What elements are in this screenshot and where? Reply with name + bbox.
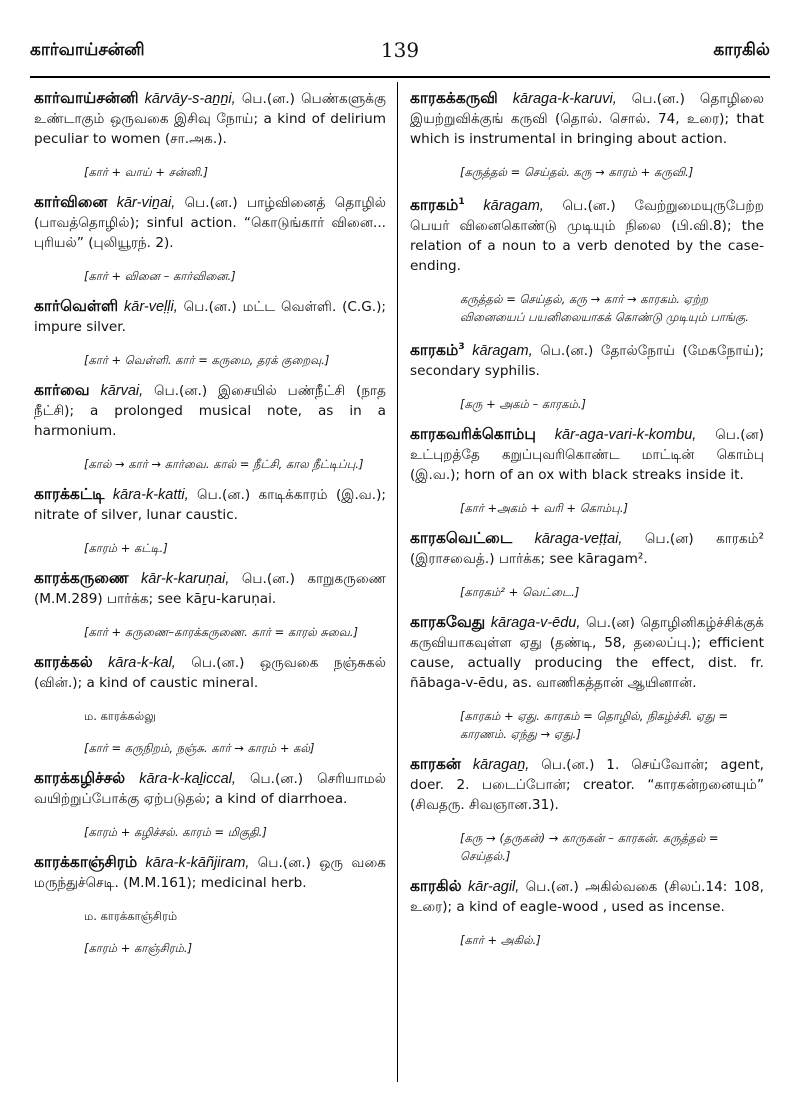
transliteration: kār-agil,	[468, 879, 520, 896]
dictionary-entry	[34, 652, 386, 768]
headword-text: கார்வாய்சன்னி	[34, 89, 139, 107]
headword	[410, 341, 465, 359]
spacer	[34, 441, 386, 455]
dictionary-entry	[34, 192, 386, 296]
headword	[34, 853, 137, 871]
transliteration: kāragam,	[472, 343, 533, 360]
entry-text	[34, 192, 386, 253]
spacer	[410, 181, 764, 192]
spacer	[34, 693, 386, 707]
etymology: [கார் + கருணை–காரக்கருணை. கார் = காரல் சுவை.]	[84, 625, 358, 639]
transliteration: kāraga-v-ēdu,	[490, 615, 581, 632]
column-divider	[397, 82, 398, 1082]
etymology: [கரு + அகம் – காரகம்.]	[460, 397, 586, 412]
headword-text: காரக்கழிச்சல்	[34, 769, 126, 787]
spacer	[34, 893, 386, 907]
headword	[410, 755, 461, 773]
etymology: [கால் → கார் → கார்வை. கால் = நீட்சி, கால நீட்டிப்பு.]	[84, 457, 364, 471]
transliteration: kārvāy-s-aṉṉi,	[144, 91, 236, 107]
spacer	[34, 369, 386, 380]
headword	[410, 89, 498, 107]
transliteration: kāragam,	[483, 198, 544, 215]
spacer	[34, 957, 386, 968]
etymology: [கருத்தல் = செய்தல். கரு → காரம் + கருவி.]	[460, 165, 694, 179]
headword	[410, 529, 512, 547]
entry-text	[34, 296, 386, 337]
spacer	[34, 181, 386, 192]
entry-text	[410, 88, 764, 149]
left-column	[34, 88, 386, 968]
transliteration: kāraga-veṭṭai,	[534, 531, 623, 548]
entry-text	[34, 380, 386, 441]
headword-text: காரக்கட்டி	[34, 485, 105, 503]
headword	[410, 877, 462, 895]
headword	[34, 89, 139, 107]
transliteration: kāra-k-kaḻiccal,	[139, 771, 236, 787]
etymology: [கார் + அகில்.]	[460, 933, 541, 948]
dictionary-entry	[410, 528, 764, 612]
definition: பெ.(ன.) ஒருவகை நஞ்சுகல் (வின்.); a kind of caustic mineral.	[34, 655, 386, 691]
headword	[34, 297, 118, 315]
headword-text: கார்வை	[34, 381, 90, 399]
dictionary-entry	[34, 88, 386, 192]
etymology: [காரம் + கழிச்சல். காரம் = மிகுதி.]	[84, 825, 267, 839]
spacer	[34, 757, 386, 768]
spacer	[34, 557, 386, 568]
dictionary-entry	[34, 852, 386, 968]
entry-text	[410, 192, 764, 276]
dictionary-entry	[410, 424, 764, 528]
entry-text	[34, 568, 386, 609]
headword-text: காரகவெட்டை	[410, 529, 513, 548]
transliteration: kāra-k-kal,	[108, 655, 176, 671]
headword	[34, 653, 93, 671]
headword	[34, 381, 90, 399]
homonym-number: 3	[458, 342, 465, 353]
headword	[34, 569, 129, 587]
spacer	[34, 925, 386, 939]
dictionary-entry	[410, 192, 764, 337]
transliteration: kāra-k-kāñjiram,	[145, 855, 250, 871]
dictionary-entry	[34, 484, 386, 568]
spacer	[410, 815, 764, 829]
spacer	[410, 917, 764, 931]
definition: பெ.(ன.) தோல்நோய் (மேகநோய்); secondary syphilis.	[410, 343, 764, 380]
entry-text	[410, 337, 764, 381]
headword	[410, 425, 536, 443]
headword	[34, 769, 125, 787]
spacer	[410, 149, 764, 163]
headword	[34, 193, 107, 211]
headword	[410, 196, 465, 214]
entry-text	[34, 484, 386, 525]
definition: பெ.(ன.) ஒரு வகை மருந்துச்செடி. (M.M.161); medicinal herb.	[34, 855, 387, 891]
spacer	[34, 809, 386, 823]
spacer	[410, 601, 764, 612]
headword-text: காரகம்	[410, 341, 459, 360]
spacer	[410, 413, 764, 424]
headword	[34, 485, 105, 503]
dictionary-entry	[410, 876, 764, 960]
page-number: 139	[380, 38, 420, 62]
definition: பெ.(ன) காரகம்² (இராசவைத்.) பார்க்க; see kāragam².	[410, 531, 765, 568]
spacer	[410, 517, 764, 528]
headword-text: காரகக்கருவி	[410, 89, 498, 107]
etymology: கருத்தல் = செய்தல், கரு → கார் → காரகம். ஏற்ற வினையைப் பயனிலையாகக் கொண்டு முடியும் பாங்கு.	[460, 292, 749, 325]
etymology: [காரம் + காஞ்சிரம்.]	[84, 941, 193, 955]
headword-text: காரகவரிக்கொம்பு	[410, 425, 536, 444]
headword-text: காரகன்	[410, 755, 461, 774]
transliteration: kār-k-karuṇai,	[141, 571, 230, 587]
dictionary-entry	[410, 88, 764, 192]
entry-text	[34, 852, 386, 893]
entry-text	[34, 768, 386, 809]
spacer	[410, 381, 764, 395]
dictionary-entry	[410, 337, 764, 424]
spacer	[34, 525, 386, 539]
headword-text: காரக்கருணை	[34, 569, 129, 587]
entry-text	[410, 754, 764, 815]
headword-text: கார்வினை	[34, 193, 108, 211]
spacer	[410, 276, 764, 290]
definition: பெ.(ன.) வேற்றுமையுருபேற்ற பெயர் வினைகொண்டு முடியும் நிலை (பி.வி.8); the relation of a noun to a verb denoted by the case-ending.	[410, 198, 764, 275]
cognate: ம. காரக்காஞ்சிரம்	[84, 909, 178, 923]
etymology: [கரு → (தருகன்) → காருகன் – காரகன். கருத்தல் = செய்தல்.]	[460, 831, 719, 864]
headword-text: கார்வெள்ளி	[34, 297, 119, 315]
transliteration: kār-veḷḷi,	[124, 299, 178, 315]
right-column	[410, 88, 764, 960]
entry-text	[34, 88, 386, 149]
spacer	[34, 149, 386, 163]
dictionary-entry	[34, 296, 386, 380]
spacer	[34, 641, 386, 652]
transliteration: kāragaṉ,	[472, 757, 530, 774]
entry-text	[410, 876, 764, 917]
definition: பெ.(ன.) அகில்வகை (சிலப்.14: 108, உரை); a kind of eagle-wood , used as incense.	[410, 879, 764, 916]
etymology: [கார் + வெள்ளி. கார் = கருமை, தரக் குறைவு.]	[84, 353, 330, 367]
spacer	[410, 949, 764, 960]
etymology: [காரகம்² + வெட்டை.]	[460, 585, 580, 600]
entry-text	[410, 424, 764, 485]
entry-text	[410, 528, 764, 569]
headword-text: காரக்கல்	[34, 653, 93, 671]
transliteration: kār-aga-vari-k-kombu,	[554, 427, 697, 444]
cognate: ம. காரக்கல்லு	[84, 709, 156, 723]
headword-text: காரகவேது	[410, 613, 486, 632]
header-rule	[30, 76, 770, 78]
definition: பெ.(ன.) 1. செய்வோன்; agent, doer. 2. படைப்போன்; creator. “காரகன்றனையும்” (சிவதரு. சிவஞான.31).	[410, 757, 764, 814]
spacer	[34, 285, 386, 296]
spacer	[34, 609, 386, 623]
definition: பெ.(ன.) காடிக்காரம் (இ.வ.); nitrate of silver, lunar caustic.	[34, 487, 387, 523]
transliteration: kāraga-k-karuvi,	[512, 91, 617, 107]
dictionary-entry	[410, 754, 764, 876]
spacer	[34, 841, 386, 852]
definition: பெ.(ன.) காறுகருணை (M.M.289) பார்க்க; see kāṟu-karuṇai.	[34, 571, 386, 607]
definition: பெ.(ன.) இசையில் பண்நீட்சி (நாத நீட்சி); a prolonged musical note, as in a harmonium.	[34, 383, 386, 439]
etymology: [காரம் + கட்டி.]	[84, 541, 168, 555]
definition: பெ.(ன) உட்புறத்தே கறுப்புவரிகொண்ட மாட்டின் கொம்பு (இ.வ.); horn of an ox with black streaks inside it.	[410, 427, 764, 484]
entry-text	[34, 652, 386, 693]
headword-text: காரக்காஞ்சிரம்	[34, 853, 138, 871]
definition: பெ.(ன) தொழினிகழ்ச்சிக்குக் கருவியாகவுள்ள ஏது (தண்டி, 58, தலைப்பு.); efficient cause, actually producing the effect, dist. fr. ñābaga-v-ēdu, as. வாணிகத்தான் ஆயினான்.	[410, 615, 764, 692]
definition: பெ.(ன.) தொழிலை இயற்றுவிக்குங் கருவி (தொல். சொல். 74, உரை); that which is instrumental in bringing about action.	[410, 91, 764, 147]
spacer	[34, 337, 386, 351]
dictionary-entry	[34, 568, 386, 652]
definition: பெ.(ன.) மட்ட வெள்ளி. (C.G.); impure silver.	[34, 299, 386, 335]
spacer	[34, 253, 386, 267]
etymology: [கார் + வினை – கார்வினை.]	[84, 269, 236, 283]
headword	[410, 613, 485, 631]
etymology: [கார் = கருநிறம், நஞ்சு. கார் → காரம் + கல்]	[84, 741, 315, 755]
page-header	[30, 40, 770, 70]
spacer	[410, 326, 764, 337]
definition: பெ.(ன.) பெண்களுக்கு உண்டாகும் ஒருவகை இசிவு நோய்; a kind of delirium peculiar to women (சா.அக.).	[34, 91, 386, 147]
etymology: [கார் + வாய் + சன்னி.]	[84, 165, 209, 179]
homonym-number: 1	[458, 197, 465, 207]
definition: பெ.(ன.) செரியாமல் வயிற்றுப்போக்கு ஏற்படுதல்; a kind of diarrhoea.	[34, 771, 387, 807]
etymology: [காரகம் + ஏது. காரகம் = தொழில், நிகழ்ச்சி. ஏது = காரணம். ஏந்து → ஏது.]	[460, 709, 729, 742]
spacer	[410, 743, 764, 754]
dictionary-entry	[34, 380, 386, 484]
left-guide-word: கார்வாய்சன்னி	[30, 40, 145, 60]
spacer	[34, 725, 386, 739]
definition: பெ.(ன.) பாழ்வினைத் தொழில் (பாவத்தொழில்); sinful action. “கொடுங்கார் வினை... புரியல்” (புலியூரந். 2).	[34, 195, 386, 251]
transliteration: kārvai,	[100, 383, 144, 399]
spacer	[34, 473, 386, 484]
dictionary-entry	[410, 612, 764, 754]
dictionary-entry	[34, 768, 386, 852]
spacer	[410, 569, 764, 583]
right-guide-word: காரகில்	[713, 40, 770, 60]
headword-text: காரகில்	[410, 877, 462, 896]
entry-text	[410, 612, 764, 693]
spacer	[410, 865, 764, 876]
etymology: [கார் +அகம் + வரி + கொம்பு.]	[460, 501, 628, 516]
headword-text: காரகம்	[410, 196, 459, 215]
spacer	[410, 485, 764, 499]
spacer	[410, 693, 764, 707]
transliteration: kāra-k-katti,	[112, 487, 189, 503]
transliteration: kār-viṉai,	[116, 195, 176, 211]
